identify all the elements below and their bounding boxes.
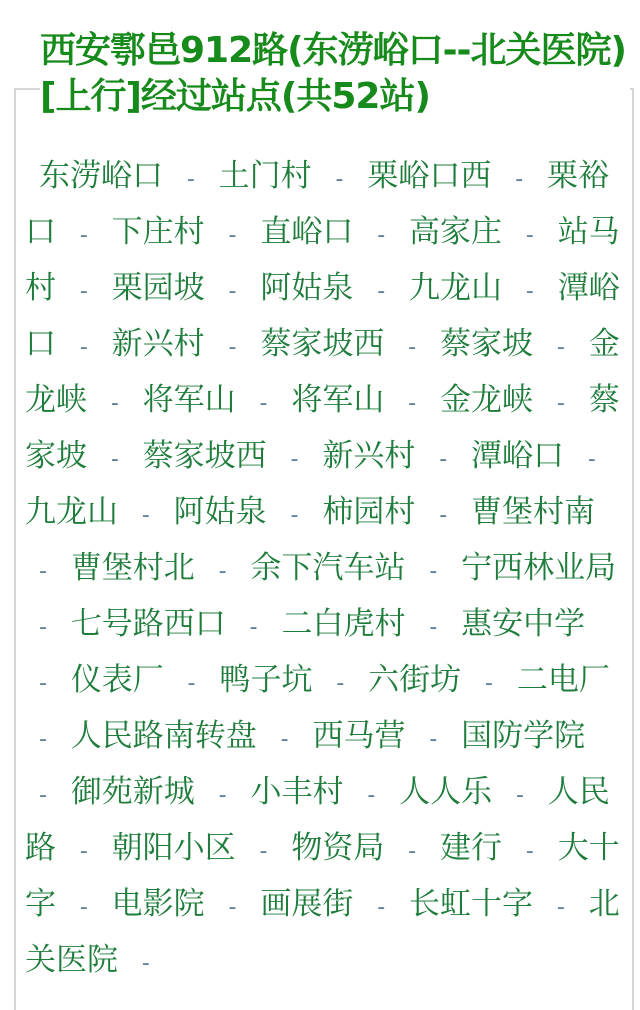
stop-separator: -	[408, 335, 417, 360]
stop-item[interactable]: 人人乐	[399, 774, 493, 810]
stop-item[interactable]: 人民路	[25, 774, 610, 866]
page-title: 西安鄠邑912路(东涝峪口--北关医院)[上行]经过站点(共52站)	[40, 28, 630, 120]
stop-separator: -	[110, 391, 119, 416]
stop-separator: -	[228, 895, 237, 920]
stop-separator: -	[439, 503, 448, 528]
stop-item[interactable]: 西马营	[312, 718, 406, 754]
stop-separator: -	[377, 223, 386, 248]
stop-item[interactable]: 六街坊	[368, 662, 462, 698]
stop-item[interactable]: 新兴村	[322, 438, 416, 474]
stop-separator: -	[110, 447, 119, 472]
stop-separator: -	[408, 839, 417, 864]
stop-separator: -	[79, 839, 88, 864]
stop-item[interactable]: 九龙山	[409, 270, 503, 306]
stop-item[interactable]: 物资局	[291, 830, 385, 866]
stop-separator: -	[556, 335, 565, 360]
stop-item[interactable]: 九龙山	[25, 494, 118, 530]
stop-item[interactable]: 东涝峪口	[39, 158, 163, 194]
stop-separator: -	[228, 335, 237, 360]
stop-separator: -	[186, 167, 195, 192]
stop-item[interactable]: 栗峪口西	[367, 158, 492, 194]
stop-separator: -	[218, 783, 227, 808]
stop-item[interactable]: 蔡家坡西	[142, 438, 267, 474]
stop-item[interactable]: 将军山	[291, 382, 385, 418]
stop-separator: -	[39, 615, 47, 640]
stop-separator: -	[39, 671, 47, 696]
stop-separator: -	[290, 447, 299, 472]
stop-item[interactable]: 二白虎村	[281, 606, 406, 642]
stop-item[interactable]: 二电厂	[516, 662, 610, 698]
stop-separator: -	[79, 279, 88, 304]
stop-item[interactable]: 下庄村	[111, 214, 205, 250]
stop-item[interactable]: 小丰村	[250, 774, 344, 810]
stop-separator: -	[39, 783, 47, 808]
stop-separator: -	[280, 727, 289, 752]
stop-separator: -	[259, 839, 268, 864]
stop-item[interactable]: 栗园坡	[111, 270, 205, 306]
stop-separator: -	[377, 895, 386, 920]
stop-item[interactable]: 蔡家坡	[440, 326, 534, 362]
stop-item[interactable]: 曹堡村南	[471, 494, 596, 530]
stop-separator: -	[485, 671, 493, 696]
stop-item[interactable]: 国防学院	[461, 718, 586, 754]
stop-separator: -	[228, 223, 237, 248]
stop-item[interactable]: 七号路西口	[70, 606, 226, 642]
stop-item[interactable]: 金龙峡	[25, 326, 620, 418]
stop-separator: -	[515, 167, 524, 192]
stop-separator: -	[525, 279, 534, 304]
stop-item[interactable]: 大十字	[25, 830, 620, 922]
stop-item[interactable]: 栗裕口	[25, 158, 610, 250]
stop-separator: -	[39, 559, 47, 584]
stop-item[interactable]: 电影院	[111, 886, 205, 922]
stop-item[interactable]: 画展街	[260, 886, 354, 922]
stop-separator: -	[218, 559, 227, 584]
stop-separator: -	[336, 671, 345, 696]
stop-separator: -	[525, 223, 534, 248]
stop-separator: -	[587, 447, 596, 472]
stop-separator: -	[79, 335, 88, 360]
stop-separator: -	[377, 279, 386, 304]
stop-item[interactable]: 阿姑泉	[260, 270, 354, 306]
stop-separator: -	[79, 223, 88, 248]
stop-separator: -	[141, 503, 150, 528]
stop-item[interactable]: 长虹十字	[409, 886, 534, 922]
stop-item[interactable]: 将军山	[142, 382, 236, 418]
stop-separator: -	[516, 783, 524, 808]
stop-separator: -	[429, 559, 438, 584]
stop-item[interactable]: 仪表厂	[70, 662, 164, 698]
stop-separator: -	[439, 447, 448, 472]
stop-separator: -	[556, 391, 565, 416]
stop-item[interactable]: 直峪口	[260, 214, 354, 250]
stop-item[interactable]: 站马村	[25, 214, 620, 306]
stop-item[interactable]: 潭峪口	[25, 270, 620, 362]
stop-item[interactable]: 柿园村	[322, 494, 416, 530]
stop-item[interactable]: 新兴村	[111, 326, 205, 362]
stop-item[interactable]: 余下汽车站	[250, 550, 406, 586]
stop-separator: -	[141, 951, 150, 976]
stop-item[interactable]: 高家庄	[409, 214, 503, 250]
stop-item[interactable]: 阿姑泉	[173, 494, 267, 530]
stop-separator: -	[367, 783, 376, 808]
stop-item[interactable]: 惠安中学	[461, 606, 586, 642]
stop-item[interactable]: 蔡家坡	[25, 382, 620, 474]
stop-item[interactable]: 蔡家坡西	[260, 326, 385, 362]
stop-separator: -	[556, 895, 565, 920]
stop-separator: -	[228, 279, 237, 304]
stop-separator: -	[429, 727, 438, 752]
stop-item[interactable]: 御苑新城	[70, 774, 195, 810]
stop-item[interactable]: 曹堡村北	[70, 550, 195, 586]
stop-separator: -	[429, 615, 438, 640]
stop-item[interactable]: 鸭子坑	[219, 662, 313, 698]
stop-separator: -	[408, 391, 417, 416]
stop-item[interactable]: 建行	[440, 830, 503, 866]
stop-separator: -	[249, 615, 258, 640]
stop-item[interactable]: 潭峪口	[471, 438, 565, 474]
stop-item[interactable]: 人民路南转盘	[70, 718, 257, 754]
stop-separator: -	[290, 503, 299, 528]
stop-separator: -	[259, 391, 268, 416]
stop-item[interactable]: 北关医院	[25, 886, 620, 978]
stop-separator: -	[79, 895, 88, 920]
stop-separator: -	[39, 727, 47, 752]
stop-item[interactable]: 朝阳小区	[111, 830, 236, 866]
stop-list	[25, 150, 625, 990]
stop-separator: -	[335, 167, 344, 192]
stop-item[interactable]: 宁西林业局	[461, 550, 617, 586]
stop-item[interactable]: 金龙峡	[440, 382, 534, 418]
stop-item[interactable]: 土门村	[218, 158, 312, 194]
stop-separator: -	[187, 671, 196, 696]
stop-separator: -	[525, 839, 534, 864]
